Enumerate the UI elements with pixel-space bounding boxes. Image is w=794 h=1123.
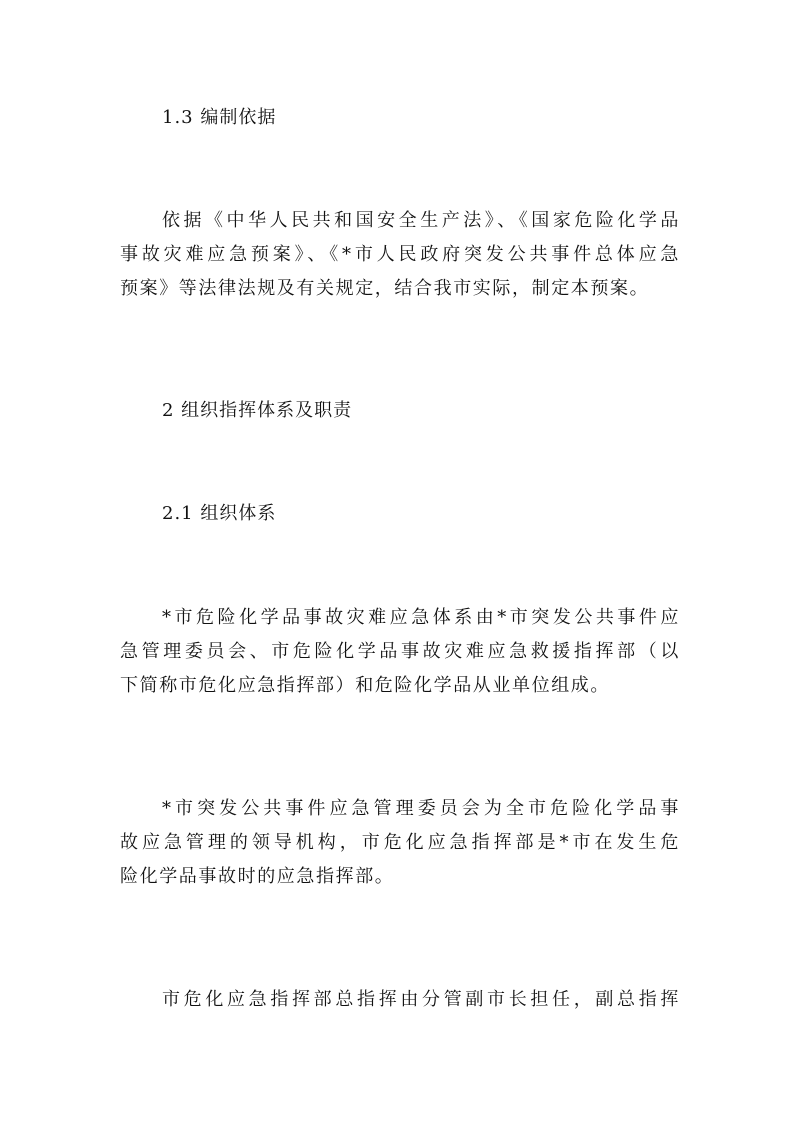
paragraph-line: 险化学品事故时的应急指挥部。 — [120, 866, 395, 887]
section-heading-1-3: 1.3 编制依据 — [162, 107, 277, 128]
paragraph-line: 急管理委员会、市危险化学品事故灾难应急救援指挥部（以 — [120, 641, 680, 662]
paragraph-line: *市危险化学品事故灾难应急体系由*市突发公共事件应 — [162, 607, 680, 628]
paragraph-org-system — [120, 601, 680, 703]
paragraph-line: 事故灾难应急预案》、《*市人民政府突发公共事件总体应急 — [120, 244, 680, 265]
paragraph-line: 故应急管理的领导机构，市危化应急指挥部是*市在发生危 — [120, 832, 680, 853]
section-heading-2: 2 组织指挥体系及职责 — [162, 400, 353, 421]
section-heading-2-1: 2.1 组织体系 — [162, 503, 277, 524]
paragraph-line: 市危化应急指挥部总指挥由分管副市长担任，副总指挥 — [162, 989, 680, 1010]
paragraph-line: *市突发公共事件应急管理委员会为全市危险化学品事 — [162, 798, 680, 819]
paragraph-line: 下简称市危化应急指挥部）和危险化学品从业单位组成。 — [120, 675, 610, 696]
paragraph-commander — [120, 983, 680, 1017]
paragraph-leadership — [120, 792, 680, 894]
paragraph-line: 预案》等法律法规及有关规定，结合我市实际，制定本预案。 — [120, 278, 650, 299]
paragraph-basis — [120, 204, 680, 306]
paragraph-line: 依据《中华人民共和国安全生产法》、《国家危险化学品 — [162, 210, 680, 231]
